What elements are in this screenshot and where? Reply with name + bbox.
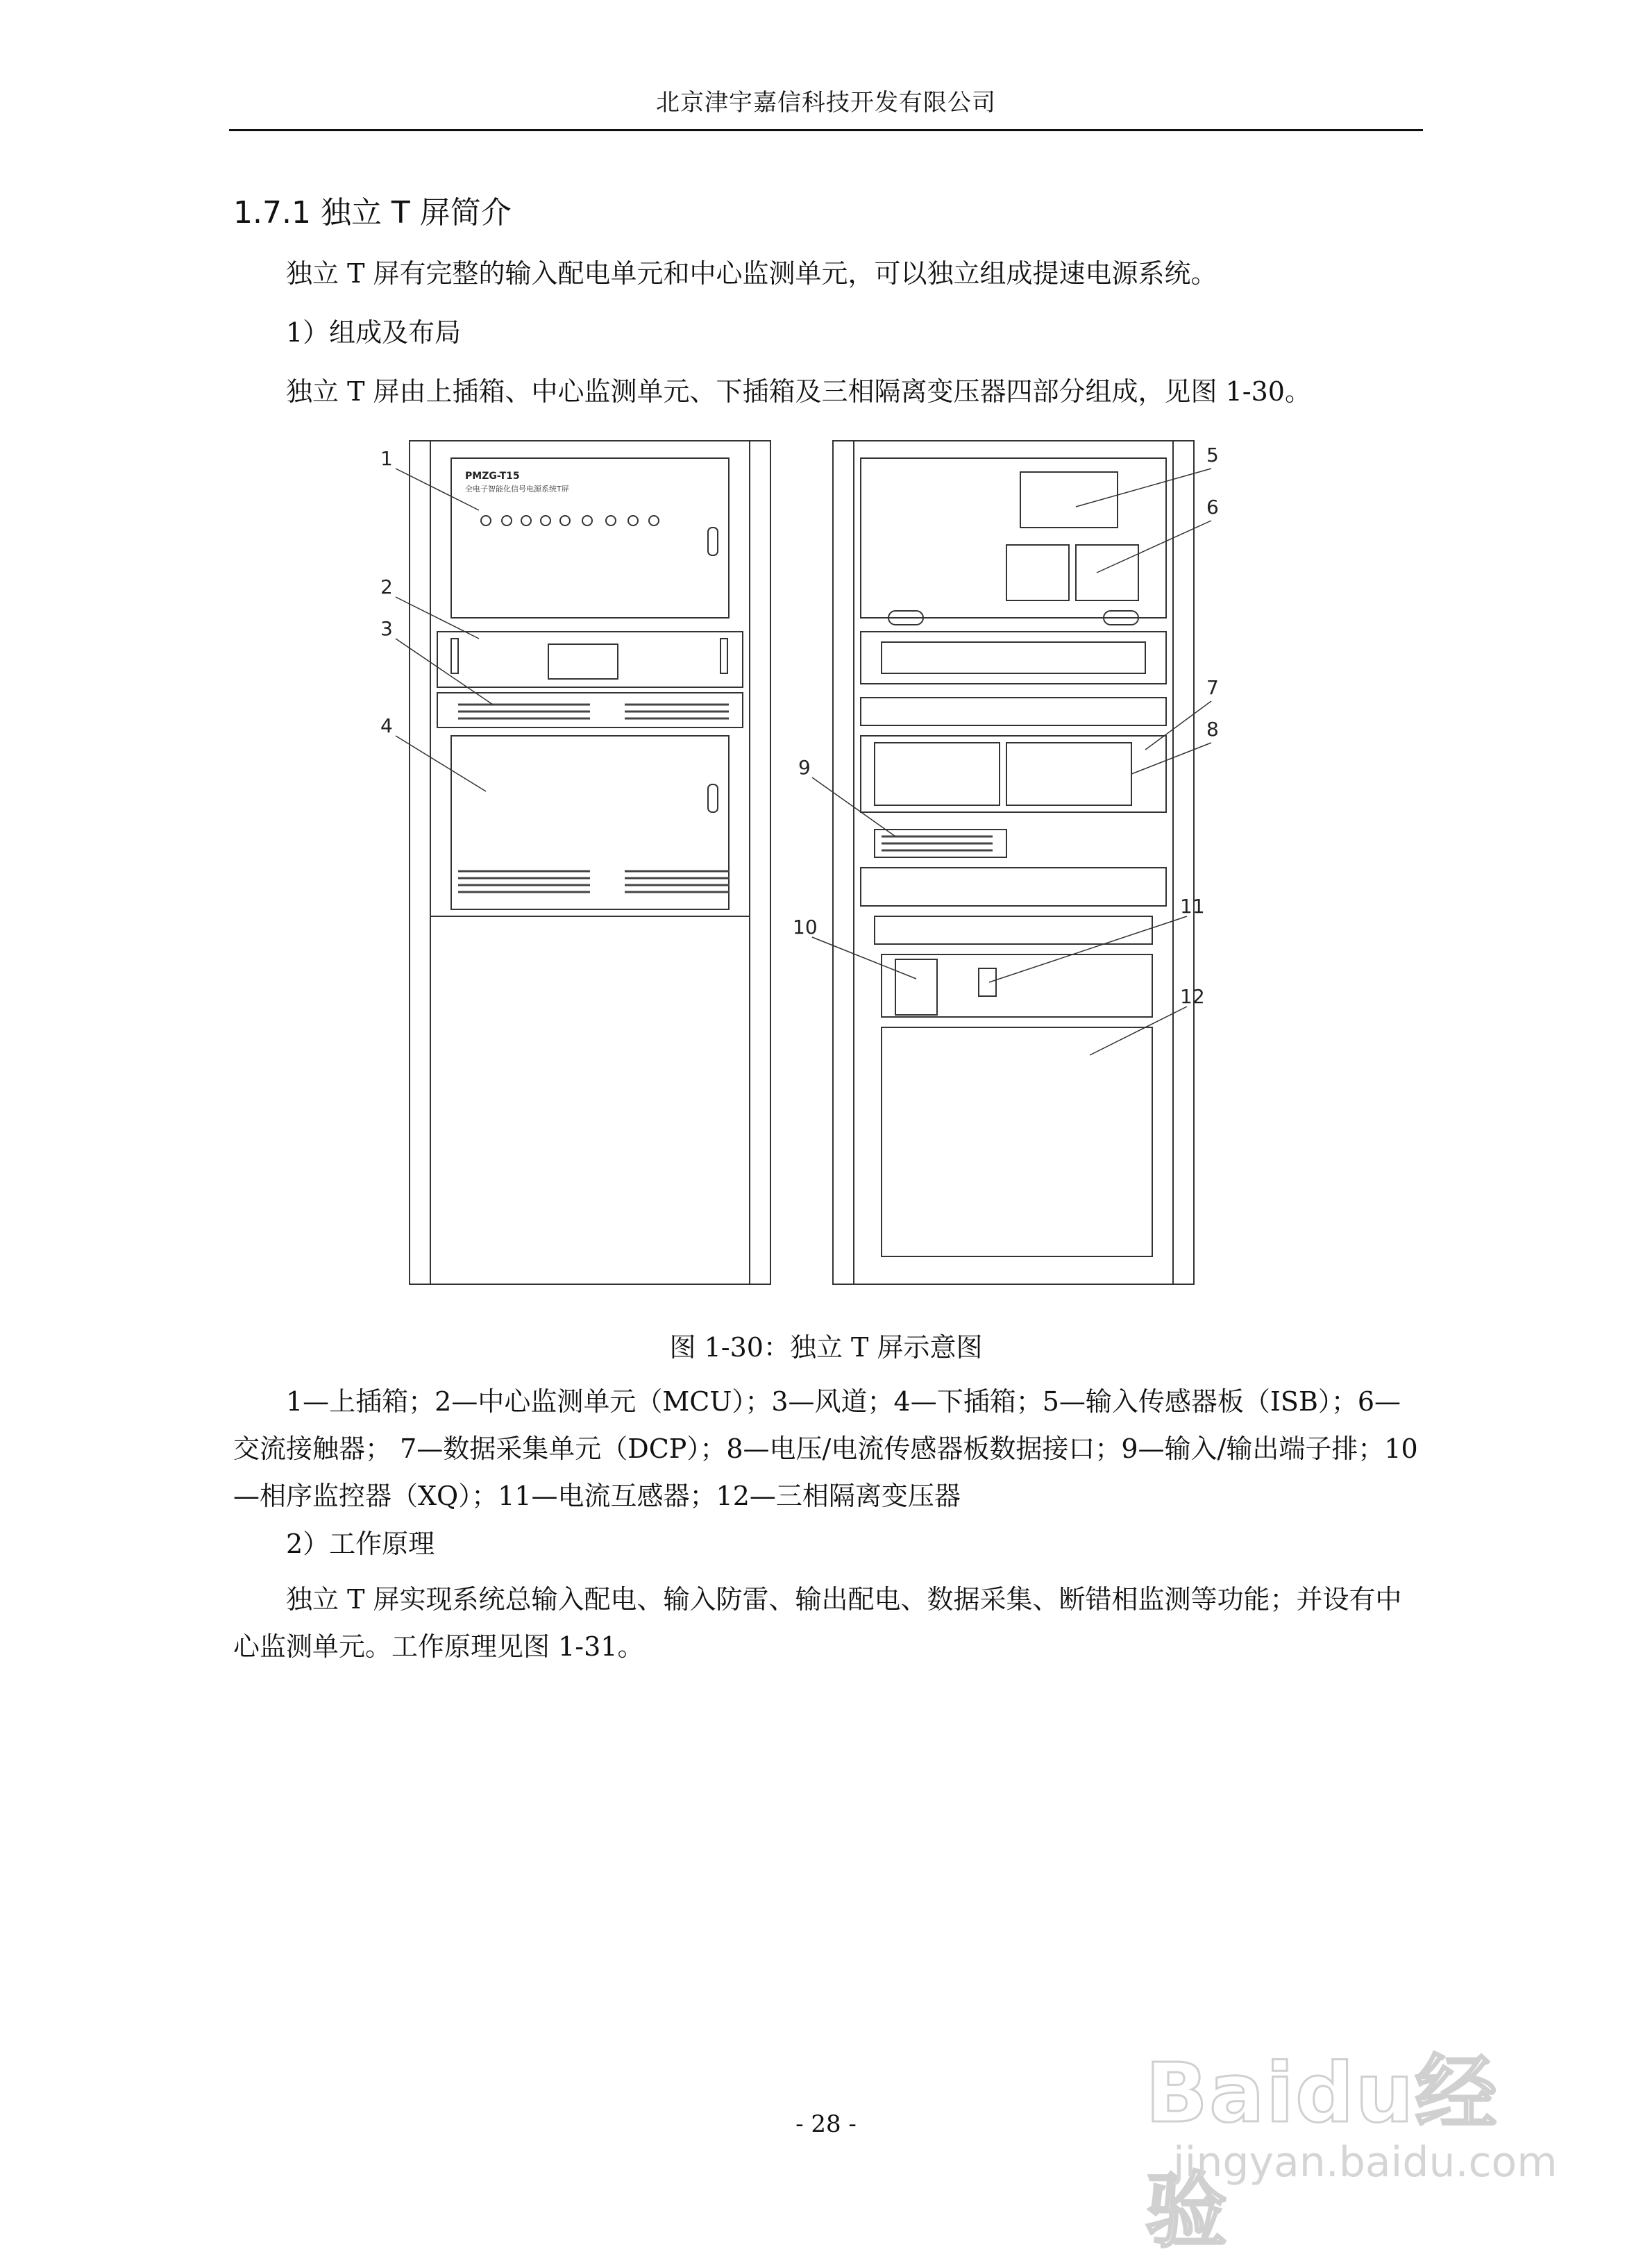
subheading-composition: 1）组成及布局: [286, 317, 462, 348]
principle-paragraph: 独立 T 屏实现系统总输入配电、输入防雷、输出配电、数据采集、断错相监测等功能；并设有中心监测单元。工作原理见图 1-31。: [233, 1584, 1402, 1662]
bottom-panel: [430, 916, 750, 1284]
isolation-transformer: [882, 1027, 1152, 1256]
rear-cabinet-frame: [833, 441, 1194, 1284]
ac-contactor: [1006, 545, 1069, 600]
data-acquisition-unit: [861, 736, 1166, 812]
panel-subtitle: 全电子智能化信号电源系统T屏: [465, 485, 569, 494]
header-divider: [229, 129, 1423, 131]
callout-2: 2: [380, 575, 393, 598]
watermark-url: jingyan.baidu.com: [1173, 2138, 1558, 2187]
callout-6: 6: [1206, 496, 1219, 519]
callout-7: 7: [1206, 676, 1219, 699]
section-title: 1.7.1 独立 T 屏简介: [233, 195, 512, 230]
cabinet-diagram: [368, 430, 1236, 1298]
input-sensor-board: [1020, 472, 1118, 528]
legend-paragraph: 1—上插箱；2—中心监测单元（MCU）；3—风道；4—下插箱；5—输入传感器板（ISB）；6—交流接触器； 7—数据采集单元（DCP）；8—电压/电流传感器板数据接口；9—输入/输出端子排；10—相序监控器（XQ）；11—电流互感器；12—三相隔离变压器: [233, 1386, 1418, 1511]
callout-11: 11: [1180, 895, 1205, 918]
lower-box: [451, 736, 729, 909]
callout-8: 8: [1206, 718, 1219, 741]
upper-box: [451, 458, 729, 618]
callout-12: 12: [1180, 985, 1205, 1008]
callout-1: 1: [380, 447, 393, 470]
figure-caption: 图 1-30：独立 T 屏示意图: [669, 1332, 983, 1363]
callout-9: 9: [798, 756, 811, 779]
composition-paragraph: 独立 T 屏由上插箱、中心监测单元、下插箱及三相隔离变压器四部分组成，见图 1-30。: [286, 376, 1311, 407]
watermark: [1145, 1944, 1576, 2259]
current-transformer: [979, 968, 996, 996]
page-number: - 28 -: [795, 2110, 857, 2138]
intro-paragraph: 独立 T 屏有完整的输入配电单元和中心监测单元，可以独立组成提速电源系统。: [286, 258, 1217, 289]
watermark-logo: Baidu经验: [1145, 2045, 1499, 2259]
callout-4: 4: [380, 714, 393, 737]
callout-5: 5: [1206, 444, 1219, 466]
subheading-principle: 2）工作原理: [286, 1529, 435, 1559]
panel-model-label: PMZG-T15: [465, 471, 520, 482]
front-cabinet-frame: [410, 441, 770, 1284]
callout-3: 3: [380, 617, 393, 640]
page-header: 北京津宇嘉信科技开发有限公司: [656, 89, 996, 117]
callout-10: 10: [793, 916, 818, 939]
phase-monitor: [895, 959, 937, 1015]
